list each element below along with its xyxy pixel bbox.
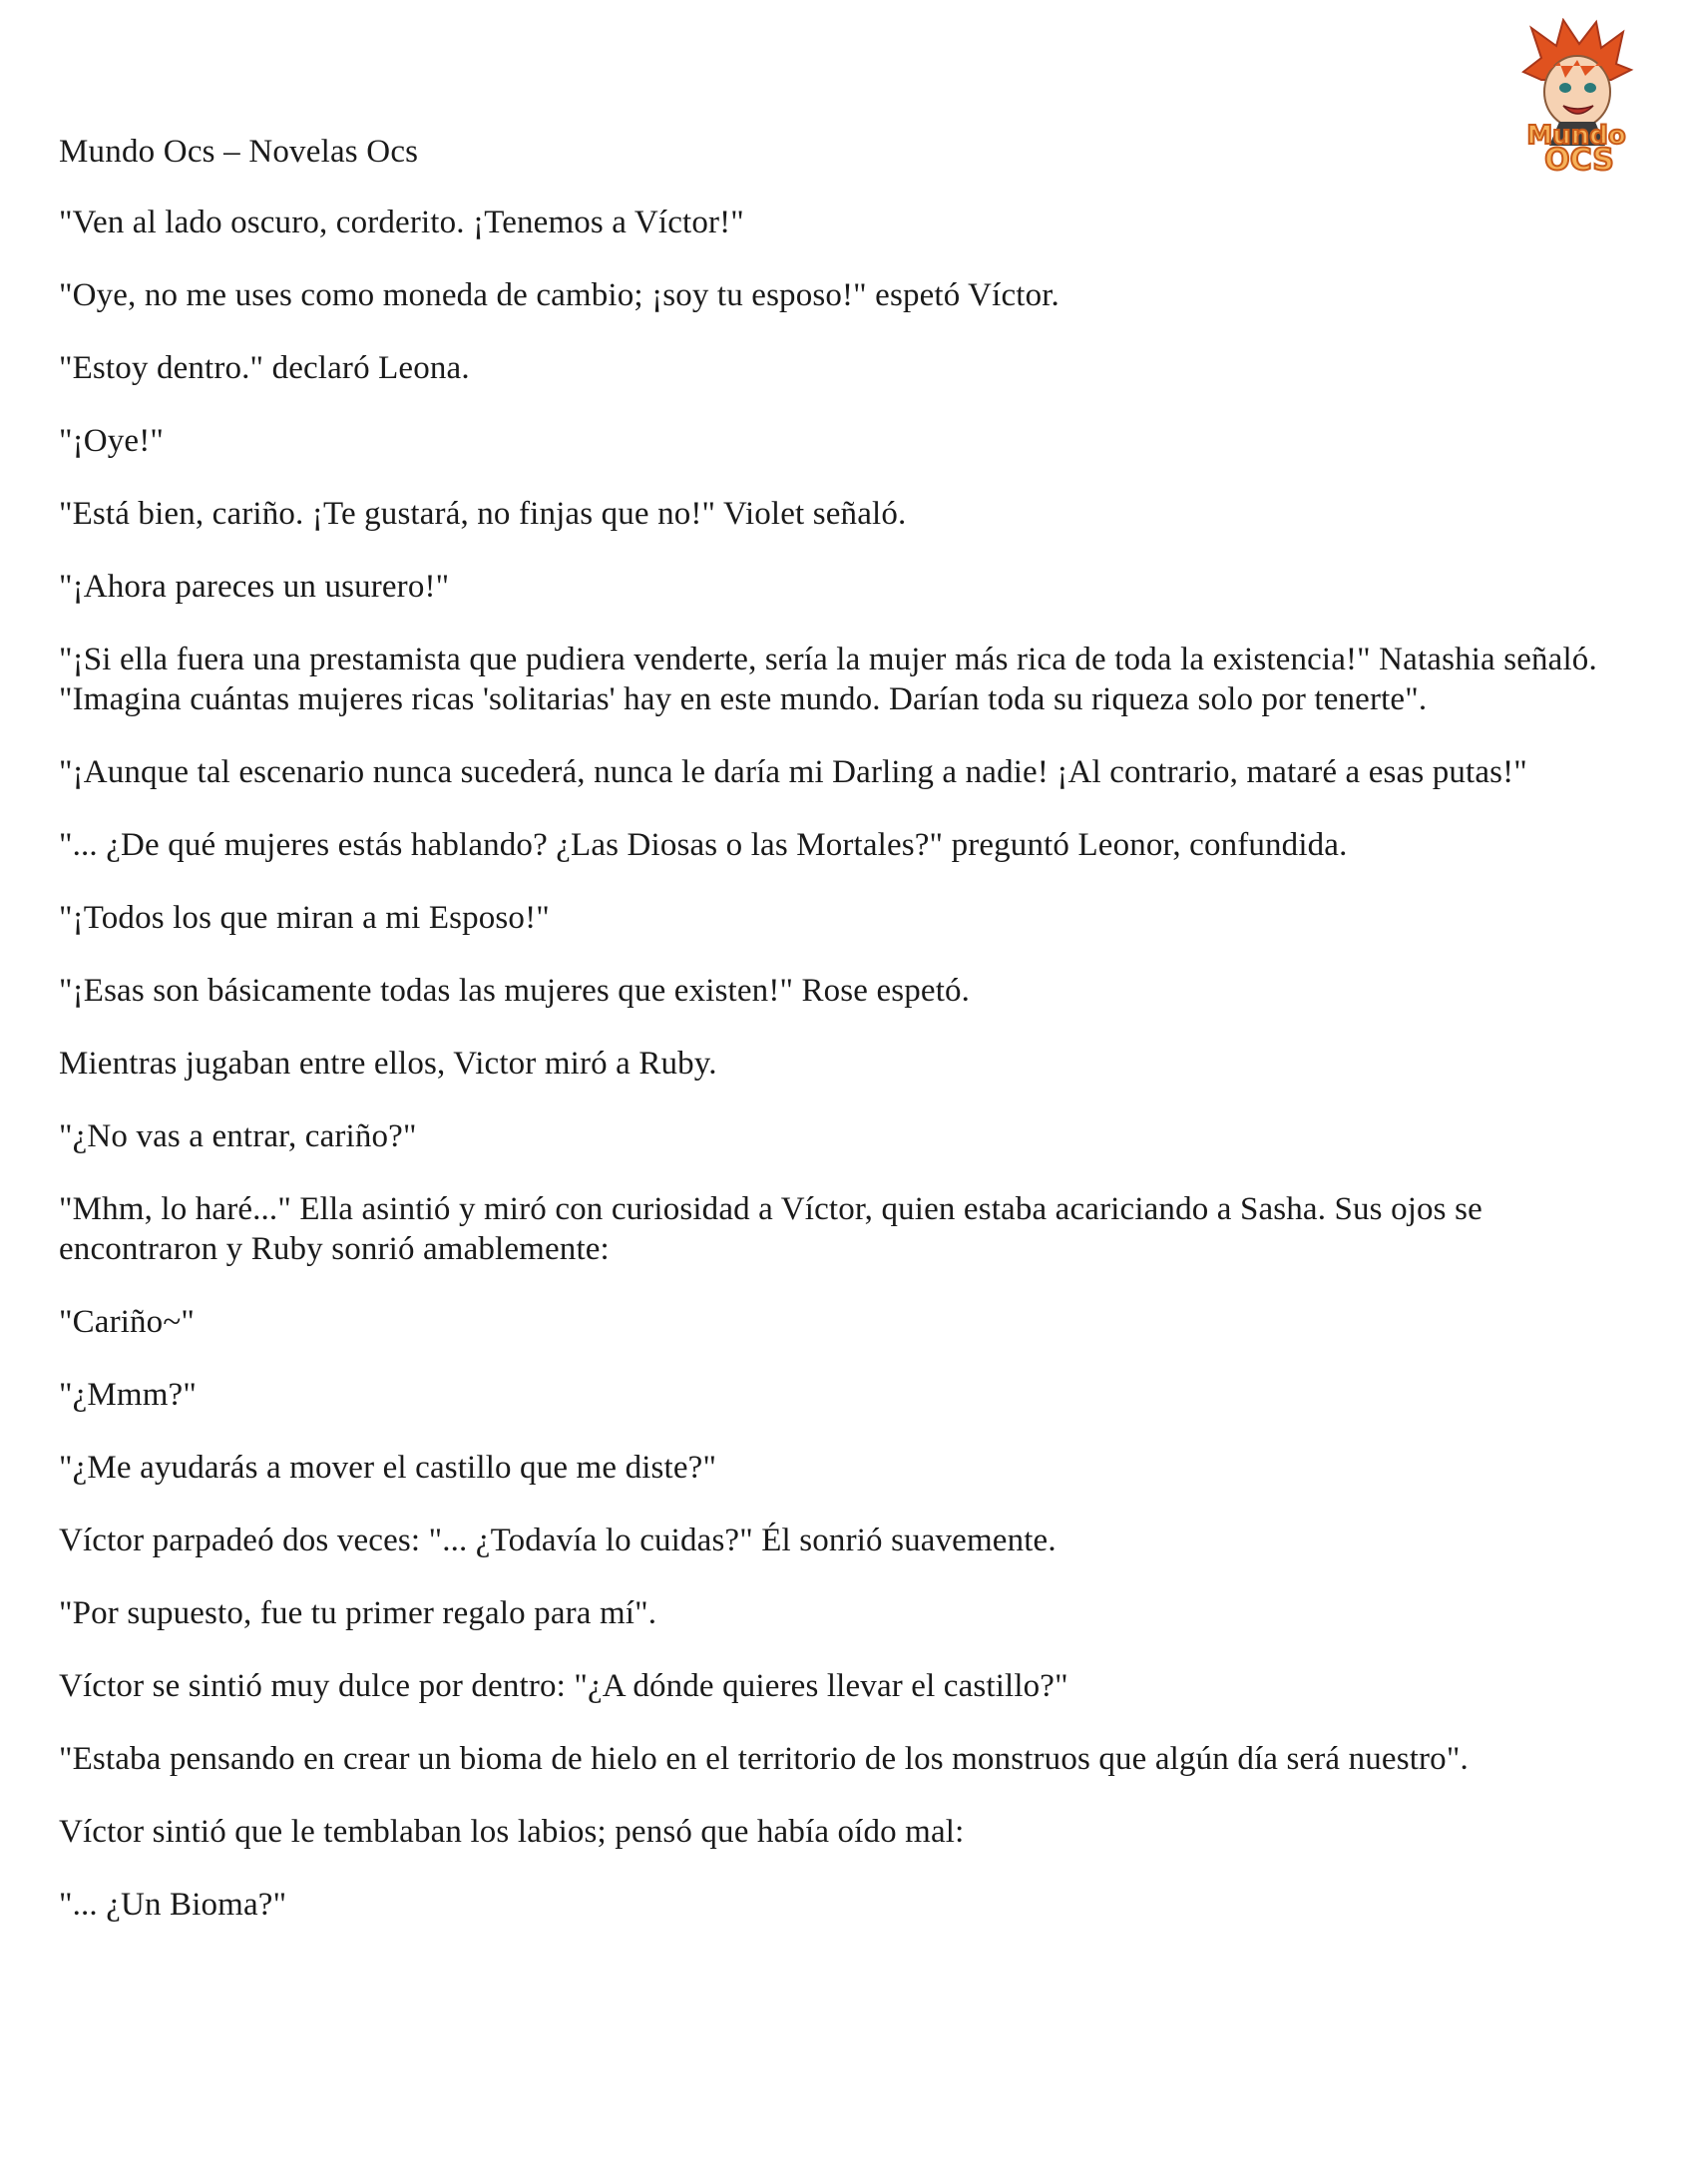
paragraph: "Cariño~": [59, 1304, 195, 1340]
mundo-ocs-logo: [1501, 18, 1651, 178]
page-header-title: Mundo Ocs – Novelas Ocs: [59, 134, 419, 170]
paragraph: Víctor parpadeó dos veces: "... ¿Todavía lo cuidas?" Él sonrió suavemente.: [59, 1523, 1056, 1558]
paragraph: "Por supuesto, fue tu primer regalo para mí".: [59, 1595, 657, 1631]
paragraph: "Estoy dentro." declaró Leona.: [59, 350, 470, 386]
svg-text:Mundo: Mundo: [1526, 121, 1626, 151]
paragraph: "Oye, no me uses como moneda de cambio; ¡soy tu esposo!" espetó Víctor.: [59, 277, 1059, 313]
paragraph: "¡Aunque tal escenario nunca sucederá, nunca le daría mi Darling a nadie! ¡Al contrario, mataré a esas putas!": [59, 754, 1527, 790]
paragraph: "¡Si ella fuera una prestamista que pudiera venderte, sería la mujer más rica de toda la existencia!" Natashia señaló. "Imagina cuántas mujeres ricas 'solitarias' hay en este mundo. Darían toda su riqueza solo por tenerte".: [59, 642, 1597, 717]
paragraph: "¡Todos los que miran a mi Esposo!": [59, 900, 550, 936]
paragraph: "¡Oye!": [59, 423, 164, 459]
paragraph: "¿Me ayudarás a mover el castillo que me diste?": [59, 1450, 717, 1486]
paragraph: "¡Ahora pareces un usurero!": [59, 569, 450, 605]
novel-text-body: [59, 203, 1635, 1958]
paragraph: Víctor se sintió muy dulce por dentro: "¿A dónde quieres llevar el castillo?": [59, 1668, 1068, 1704]
paragraph: Mientras jugaban entre ellos, Victor miró a Ruby.: [59, 1046, 717, 1082]
svg-text:OCS: OCS: [1544, 143, 1614, 178]
paragraph: "... ¿Un Bioma?": [59, 1887, 287, 1923]
paragraph: "¡Esas son básicamente todas las mujeres que existen!" Rose espetó.: [59, 973, 971, 1009]
paragraph: "... ¿De qué mujeres estás hablando? ¿Las Diosas o las Mortales?" preguntó Leonor, confundida.: [59, 827, 1348, 863]
paragraph: "¿Mmm?": [59, 1377, 197, 1413]
paragraph: Víctor sintió que le temblaban los labios; pensó que había oído mal:: [59, 1814, 965, 1850]
paragraph: "Está bien, cariño. ¡Te gustará, no finjas que no!" Violet señaló.: [59, 496, 907, 532]
paragraph: "Estaba pensando en crear un bioma de hielo en el territorio de los monstruos que algún día será nuestro".: [59, 1741, 1469, 1777]
paragraph: "¿No vas a entrar, cariño?": [59, 1118, 417, 1154]
paragraph: "Mhm, lo haré..." Ella asintió y miró con curiosidad a Víctor, quien estaba acariciando a Sasha. Sus ojos se encontraron y Ruby sonrió amablemente:: [59, 1191, 1482, 1267]
paragraph: "Ven al lado oscuro, corderito. ¡Tenemos a Víctor!": [59, 205, 744, 240]
